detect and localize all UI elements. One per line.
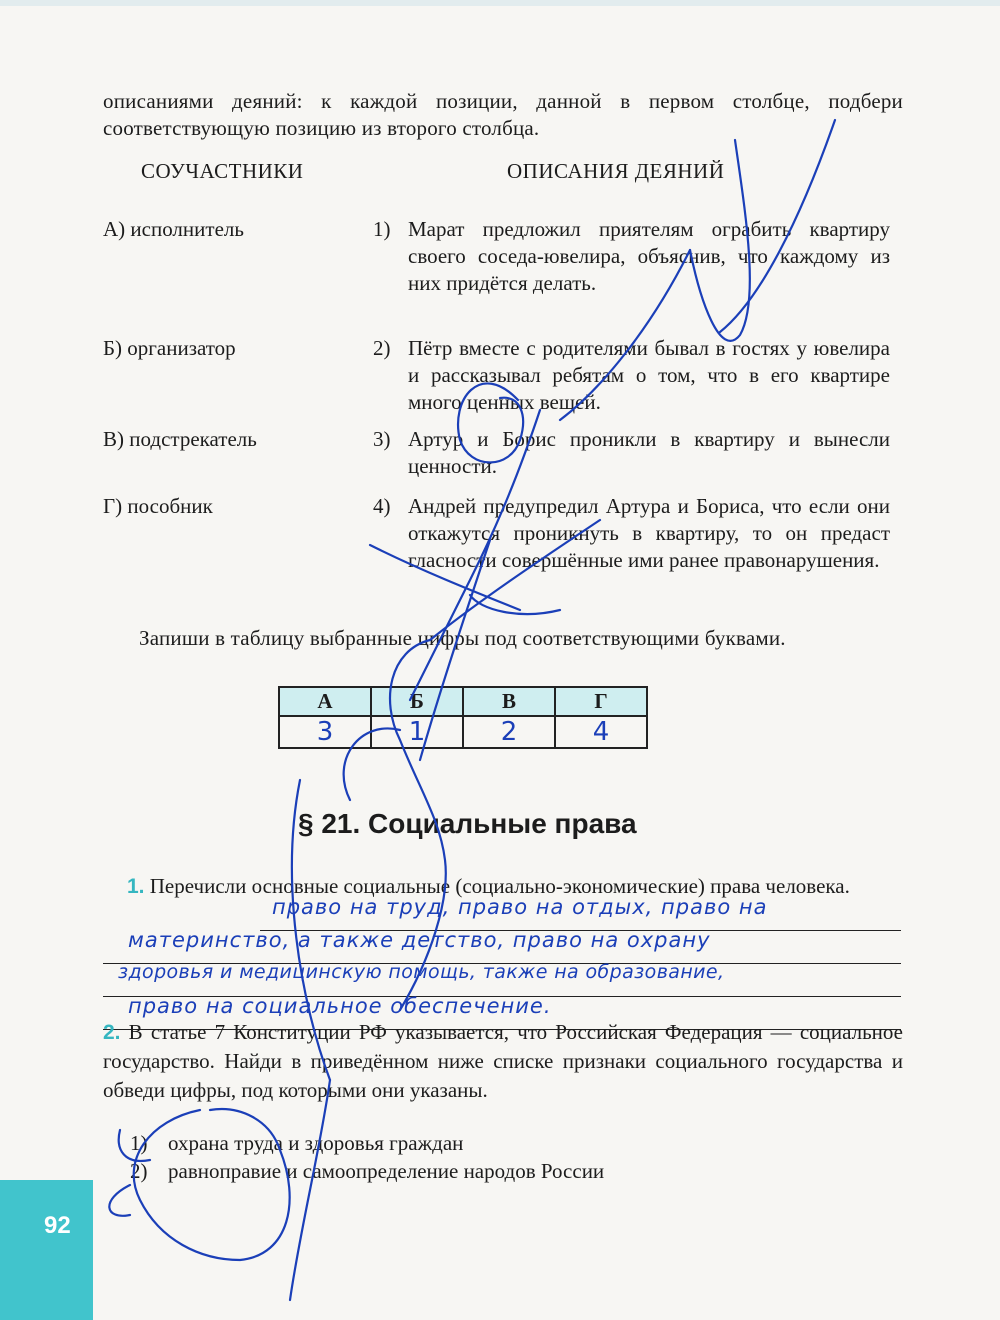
participant-label: Г) пособник [103,494,213,518]
answer-value-cell[interactable]: 2 [463,716,555,748]
handwritten-answer-line: материнство, а также детство, право на охрану [128,928,711,952]
option-text: охрана труда и здоровья граждан [168,1131,464,1155]
answer-table-header-row [279,687,647,716]
description-text: Андрей предупредил Артура и Бориса, что если они откажутся проникнуть в квартиру, то он предаст гласности совершённые ими ранее правонарушения. [408,494,890,572]
task-number: 1. [127,875,145,898]
option-text: равноправие и самоопределение народов России [168,1159,605,1183]
description-number: 2) [373,336,391,360]
description-text: Пётр вместе с родителями бывал в гостях у ювелира и рассказывал ребятам о том, что в его квартире много ценных вещей. [408,336,890,414]
option-number[interactable]: 2) [130,1159,148,1183]
intro-text: описаниями деяний: к каждой позиции, данной в первом столбце, подбери соответствующую позицию из второго столбца. [103,89,903,140]
answer-value-cell[interactable]: 3 [279,716,371,748]
task-number: 2. [103,1021,121,1044]
page-number-tab [0,1180,93,1320]
description-text: Артур и Борис проникли в квартиру и вынесли ценности. [408,427,890,478]
instruction-text: Запиши в таблицу выбранные цифры под соответствующими буквами. [139,626,786,650]
option-item[interactable] [130,1130,463,1157]
task-2 [103,1018,903,1105]
option-item[interactable] [130,1158,604,1185]
answer-value-cell[interactable]: 4 [555,716,647,748]
column-header-participants: СОУЧАСТНИКИ [141,159,304,183]
handwritten-answer-line: здоровья и медицинскую помощь, также на образование, [118,961,725,983]
section-title: § 21. Социальные права [298,808,637,839]
participant-label: В) подстрекатель [103,427,257,451]
handwritten-answer-line: право на труд, право на отдых, право на [272,895,768,919]
answer-table-value-row [279,716,647,748]
description-number: 4) [373,494,391,518]
answer-header-cell: А [279,687,371,716]
answer-value-cell[interactable]: 1 [371,716,463,748]
column-header-descriptions: ОПИСАНИЯ ДЕЯНИЙ [507,159,725,183]
answer-table [278,686,648,749]
description-number: 3) [373,427,391,451]
task-text: В статье 7 Конституции РФ указывается, что Российская Федерация — социальное государство. Найди в приведённом ниже списке признаки социального государства и обведи цифры, под которыми они указаны. [103,1020,903,1102]
participant-label: А) исполнитель [103,217,244,241]
answer-header-cell: В [463,687,555,716]
page-number: 92 [44,1212,71,1239]
description-text: Марат предложил приятелям ограбить квартиру своего соседа-ювелира, объяснив, что каждому из них придётся делать. [408,217,890,295]
participant-label: Б) организатор [103,336,236,360]
handwritten-answer-line: право на социальное обеспечение. [128,994,552,1018]
task-text: Перечисли основные социальные (социально-экономические) права человека. [149,874,850,898]
answer-header-cell: Г [555,687,647,716]
answer-header-cell: Б [371,687,463,716]
option-number[interactable]: 1) [130,1131,148,1155]
description-number: 1) [373,217,391,241]
